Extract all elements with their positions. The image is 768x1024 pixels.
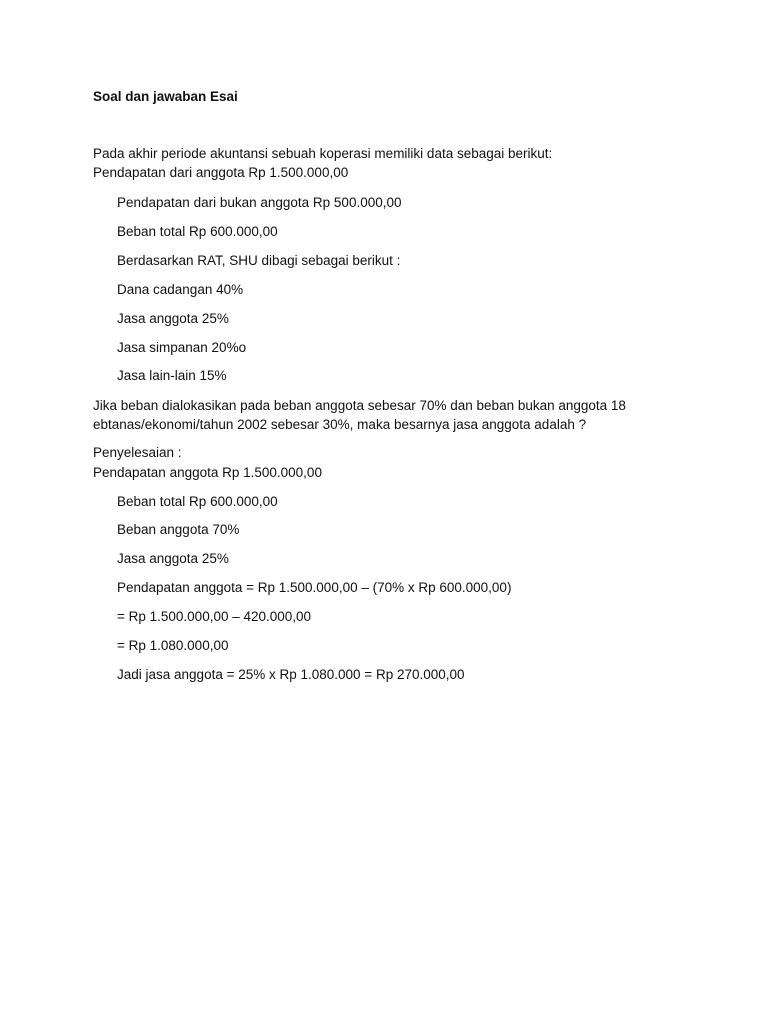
question-item: Beban total Rp 600.000,00: [117, 224, 278, 239]
question-item: Jasa anggota 25%: [117, 311, 229, 326]
solution-item: Pendapatan anggota = Rp 1.500.000,00 – (70% x Rp 600.000,00): [117, 580, 512, 595]
document-title: Soal dan jawaban Esai: [93, 89, 238, 104]
solution-item: Jasa anggota 25%: [117, 551, 229, 566]
solution-heading: Penyelesaian :: [93, 445, 182, 460]
question-first-line: Pendapatan dari anggota Rp 1.500.000,00: [93, 165, 349, 180]
question-intro: Pada akhir periode akuntansi sebuah koperasi memiliki data sebagai berikut:: [93, 146, 553, 161]
solution-item: = Rp 1.080.000,00: [117, 638, 229, 653]
solution-item: = Rp 1.500.000,00 – 420.000,00: [117, 609, 312, 624]
question-closing-line1: Jika beban dialokasikan pada beban anggota sebesar 70% dan beban bukan anggota 18: [93, 398, 626, 413]
solution-item: Beban anggota 70%: [117, 522, 240, 537]
question-closing-line2: ebtanas/ekonomi/tahun 2002 sebesar 30%, maka besarnya jasa anggota adalah ?: [93, 417, 587, 432]
question-item: Jasa simpanan 20%o: [117, 340, 247, 355]
question-item: Dana cadangan 40%: [117, 282, 244, 297]
solution-conclusion: Jadi jasa anggota = 25% x Rp 1.080.000 = Rp 270.000,00: [117, 667, 465, 682]
solution-item: Beban total Rp 600.000,00: [117, 494, 278, 509]
solution-first-line: Pendapatan anggota Rp 1.500.000,00: [93, 465, 322, 480]
question-item: Pendapatan dari bukan anggota Rp 500.000,00: [117, 195, 402, 210]
question-item: Berdasarkan RAT, SHU dibagi sebagai berikut :: [117, 253, 401, 268]
question-item: Jasa lain-lain 15%: [117, 368, 227, 383]
